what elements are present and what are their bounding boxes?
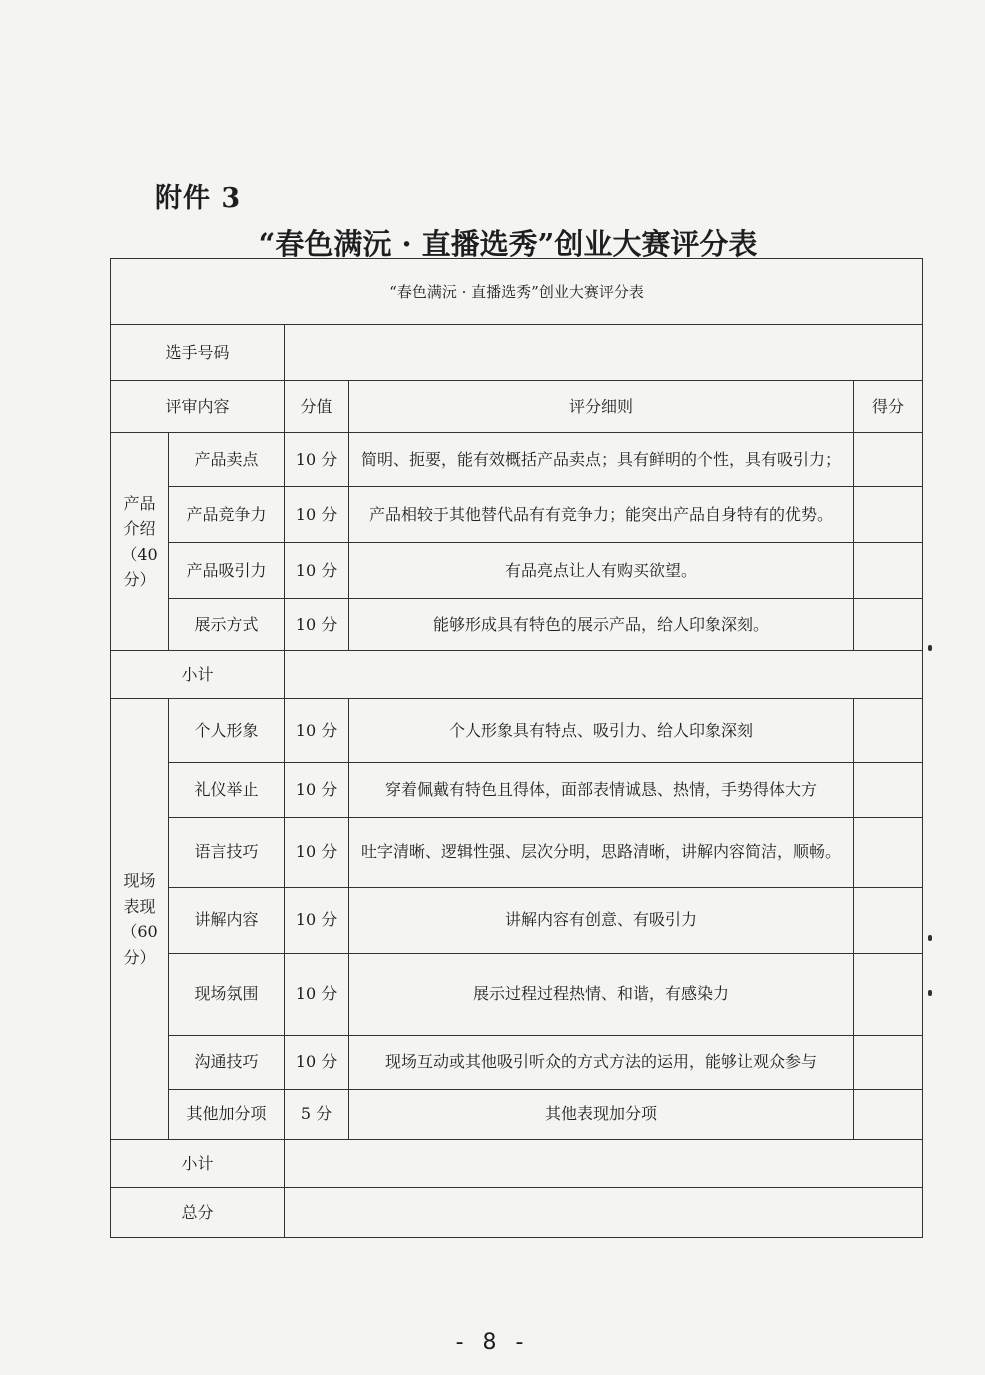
- section-name-line: 表现: [123, 896, 156, 916]
- header-row: [111, 381, 923, 433]
- table-row: [111, 487, 923, 543]
- item-criteria: 简明、扼要，能有效概括产品卖点；具有鲜明的个性，具有吸引力；: [349, 433, 854, 487]
- section-name-line: （60: [121, 922, 158, 942]
- table-row: [111, 887, 923, 953]
- item-criteria: 穿着佩戴有特色且得体，面部表情诚恳、热情，手势得体大方: [349, 763, 854, 817]
- score-cell[interactable]: [854, 817, 923, 887]
- table-caption-row: [111, 259, 923, 325]
- subtotal-value[interactable]: [285, 1139, 923, 1187]
- score-cell[interactable]: [854, 953, 923, 1035]
- section-name-line: 现场: [123, 870, 156, 890]
- item-points: 10 分: [285, 599, 349, 651]
- section-product-intro: [111, 433, 169, 651]
- item-name: 礼仪举止: [169, 763, 285, 817]
- item-points: 10 分: [285, 543, 349, 599]
- score-cell[interactable]: [854, 433, 923, 487]
- table-row: [111, 953, 923, 1035]
- item-criteria: 吐字清晰、逻辑性强、层次分明，思路清晰，讲解内容简洁，顺畅。: [349, 817, 854, 887]
- score-cell[interactable]: [854, 599, 923, 651]
- scan-speck: [928, 935, 932, 941]
- total-value[interactable]: [285, 1187, 923, 1237]
- contestant-label: 选手号码: [111, 325, 285, 381]
- item-points: 10 分: [285, 1035, 349, 1089]
- item-points: 10 分: [285, 817, 349, 887]
- item-points: 10 分: [285, 763, 349, 817]
- item-criteria: 个人形象具有特点、吸引力、给人印象深刻: [349, 699, 854, 763]
- score-cell[interactable]: [854, 1035, 923, 1089]
- scan-speck: [928, 645, 932, 651]
- header-points: 分值: [285, 381, 349, 433]
- subtotal-label: 小计: [111, 651, 285, 699]
- item-name: 展示方式: [169, 599, 285, 651]
- item-criteria: 有品亮点让人有购买欲望。: [349, 543, 854, 599]
- item-points: 10 分: [285, 953, 349, 1035]
- section-name-line: 介绍: [123, 519, 156, 539]
- item-name: 产品卖点: [169, 433, 285, 487]
- item-criteria: 其他表现加分项: [349, 1089, 854, 1139]
- attachment-label: 附件 3: [155, 183, 242, 214]
- contestant-value[interactable]: [285, 325, 923, 381]
- contestant-row: [111, 325, 923, 381]
- table-row: [111, 433, 923, 487]
- header-criteria: 评分细则: [349, 381, 854, 433]
- item-criteria: 讲解内容有创意、有吸引力: [349, 887, 854, 953]
- item-criteria: 产品相较于其他替代品有有竞争力；能突出产品自身特有的优势。: [349, 487, 854, 543]
- item-criteria: 展示过程过程热情、和谐，有感染力: [349, 953, 854, 1035]
- score-cell[interactable]: [854, 763, 923, 817]
- score-cell[interactable]: [854, 699, 923, 763]
- page-title: “春色满沅 · 直播选秀”创业大赛评分表: [258, 227, 758, 261]
- section-name-line: （40: [121, 544, 158, 564]
- header-content: 评审内容: [111, 381, 285, 433]
- item-criteria: 能够形成具有特色的展示产品，给人印象深刻。: [349, 599, 854, 651]
- score-cell[interactable]: [854, 887, 923, 953]
- item-name: 产品竞争力: [169, 487, 285, 543]
- table-row: [111, 543, 923, 599]
- item-name: 沟通技巧: [169, 1035, 285, 1089]
- item-points: 10 分: [285, 887, 349, 953]
- table-row: [111, 1089, 923, 1139]
- table-row: [111, 1035, 923, 1089]
- item-name: 语言技巧: [169, 817, 285, 887]
- item-points: 10 分: [285, 699, 349, 763]
- item-points: 10 分: [285, 487, 349, 543]
- total-label: 总分: [111, 1187, 285, 1237]
- subtotal-row: [111, 1139, 923, 1187]
- score-cell[interactable]: [854, 1089, 923, 1139]
- section-name-line: 分）: [123, 947, 156, 967]
- table-row: [111, 817, 923, 887]
- subtotal-value[interactable]: [285, 651, 923, 699]
- item-name: 现场氛围: [169, 953, 285, 1035]
- scoring-table: [110, 258, 923, 1238]
- item-points: 5 分: [285, 1089, 349, 1139]
- section-name-line: 分）: [123, 570, 156, 590]
- score-cell[interactable]: [854, 543, 923, 599]
- item-name: 产品吸引力: [169, 543, 285, 599]
- item-name: 个人形象: [169, 699, 285, 763]
- item-name: 其他加分项: [169, 1089, 285, 1139]
- subtotal-row: [111, 651, 923, 699]
- header-score: 得分: [854, 381, 923, 433]
- table-row: [111, 599, 923, 651]
- table-caption: “春色满沅 · 直播选秀”创业大赛评分表: [111, 259, 923, 325]
- item-name: 讲解内容: [169, 887, 285, 953]
- table-row: [111, 699, 923, 763]
- table-row: [111, 763, 923, 817]
- section-live-performance: [111, 699, 169, 1139]
- page-number: - 8 -: [455, 1330, 530, 1355]
- total-row: [111, 1187, 923, 1237]
- item-criteria: 现场互动或其他吸引听众的方式方法的运用，能够让观众参与: [349, 1035, 854, 1089]
- score-cell[interactable]: [854, 487, 923, 543]
- section-name-line: 产品: [123, 493, 156, 513]
- item-points: 10 分: [285, 433, 349, 487]
- scan-speck: [928, 990, 932, 996]
- subtotal-label: 小计: [111, 1139, 285, 1187]
